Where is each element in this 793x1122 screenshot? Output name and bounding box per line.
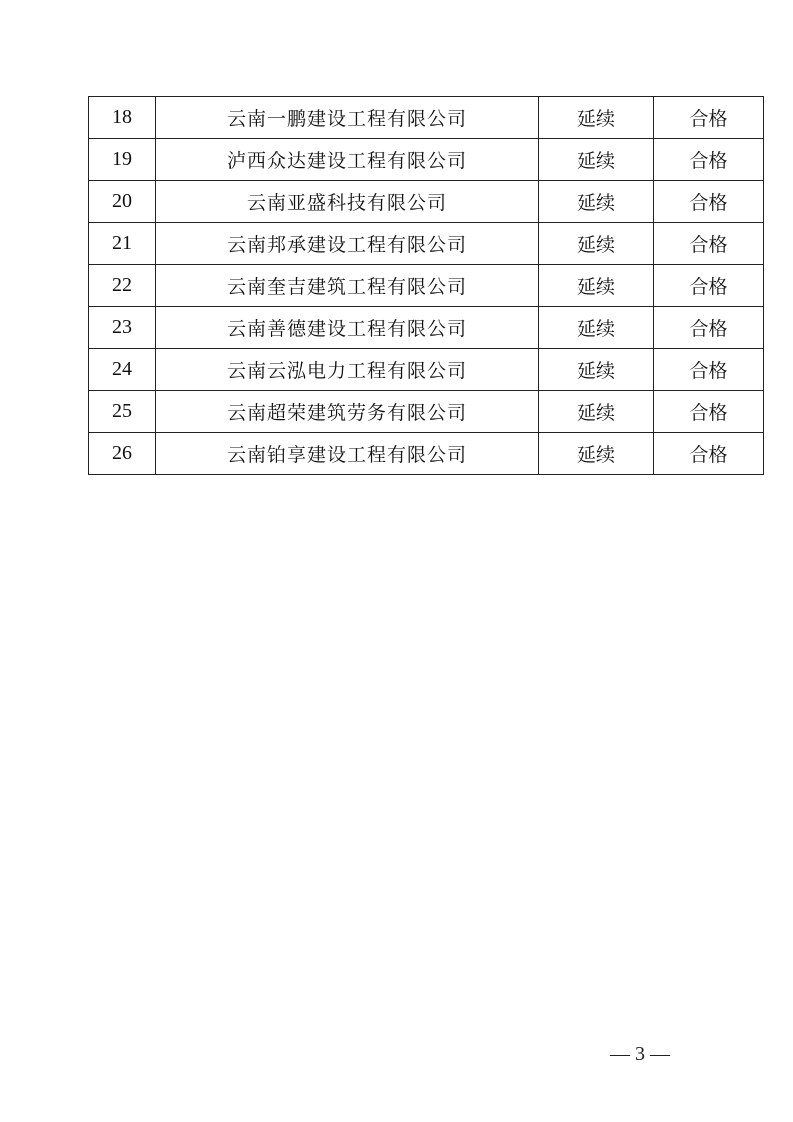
table-row xyxy=(89,265,764,307)
row-number: 22 xyxy=(89,265,156,307)
company-name: 云南铂享建设工程有限公司 xyxy=(156,433,539,475)
company-name: 云南亚盛科技有限公司 xyxy=(156,181,539,223)
review-result: 合格 xyxy=(654,391,764,433)
application-type: 延续 xyxy=(539,97,654,139)
review-result: 合格 xyxy=(654,181,764,223)
review-result: 合格 xyxy=(654,265,764,307)
review-result: 合格 xyxy=(654,97,764,139)
table-row xyxy=(89,97,764,139)
table-row xyxy=(89,433,764,475)
review-result: 合格 xyxy=(654,139,764,181)
table-row xyxy=(89,391,764,433)
company-name: 泸西众达建设工程有限公司 xyxy=(156,139,539,181)
application-type: 延续 xyxy=(539,433,654,475)
results-table-body xyxy=(89,97,764,475)
table-row xyxy=(89,349,764,391)
row-number: 21 xyxy=(89,223,156,265)
application-type: 延续 xyxy=(539,139,654,181)
row-number: 25 xyxy=(89,391,156,433)
company-name: 云南邦承建设工程有限公司 xyxy=(156,223,539,265)
company-name: 云南云泓电力工程有限公司 xyxy=(156,349,539,391)
review-result: 合格 xyxy=(654,349,764,391)
row-number: 20 xyxy=(89,181,156,223)
application-type: 延续 xyxy=(539,391,654,433)
application-type: 延续 xyxy=(539,223,654,265)
company-name: 云南超荣建筑劳务有限公司 xyxy=(156,391,539,433)
review-result: 合格 xyxy=(654,223,764,265)
row-number: 24 xyxy=(89,349,156,391)
application-type: 延续 xyxy=(539,349,654,391)
company-name: 云南奎吉建筑工程有限公司 xyxy=(156,265,539,307)
row-number: 19 xyxy=(89,139,156,181)
application-type: 延续 xyxy=(539,265,654,307)
row-number: 18 xyxy=(89,97,156,139)
page-number: — 3 — xyxy=(610,1043,670,1065)
table-row xyxy=(89,223,764,265)
table-row xyxy=(89,307,764,349)
company-name: 云南一鹏建设工程有限公司 xyxy=(156,97,539,139)
application-type: 延续 xyxy=(539,307,654,349)
table-row xyxy=(89,181,764,223)
row-number: 23 xyxy=(89,307,156,349)
table-row xyxy=(89,139,764,181)
review-result: 合格 xyxy=(654,433,764,475)
application-type: 延续 xyxy=(539,181,654,223)
company-name: 云南善德建设工程有限公司 xyxy=(156,307,539,349)
row-number: 26 xyxy=(89,433,156,475)
results-table xyxy=(88,96,764,475)
review-result: 合格 xyxy=(654,307,764,349)
